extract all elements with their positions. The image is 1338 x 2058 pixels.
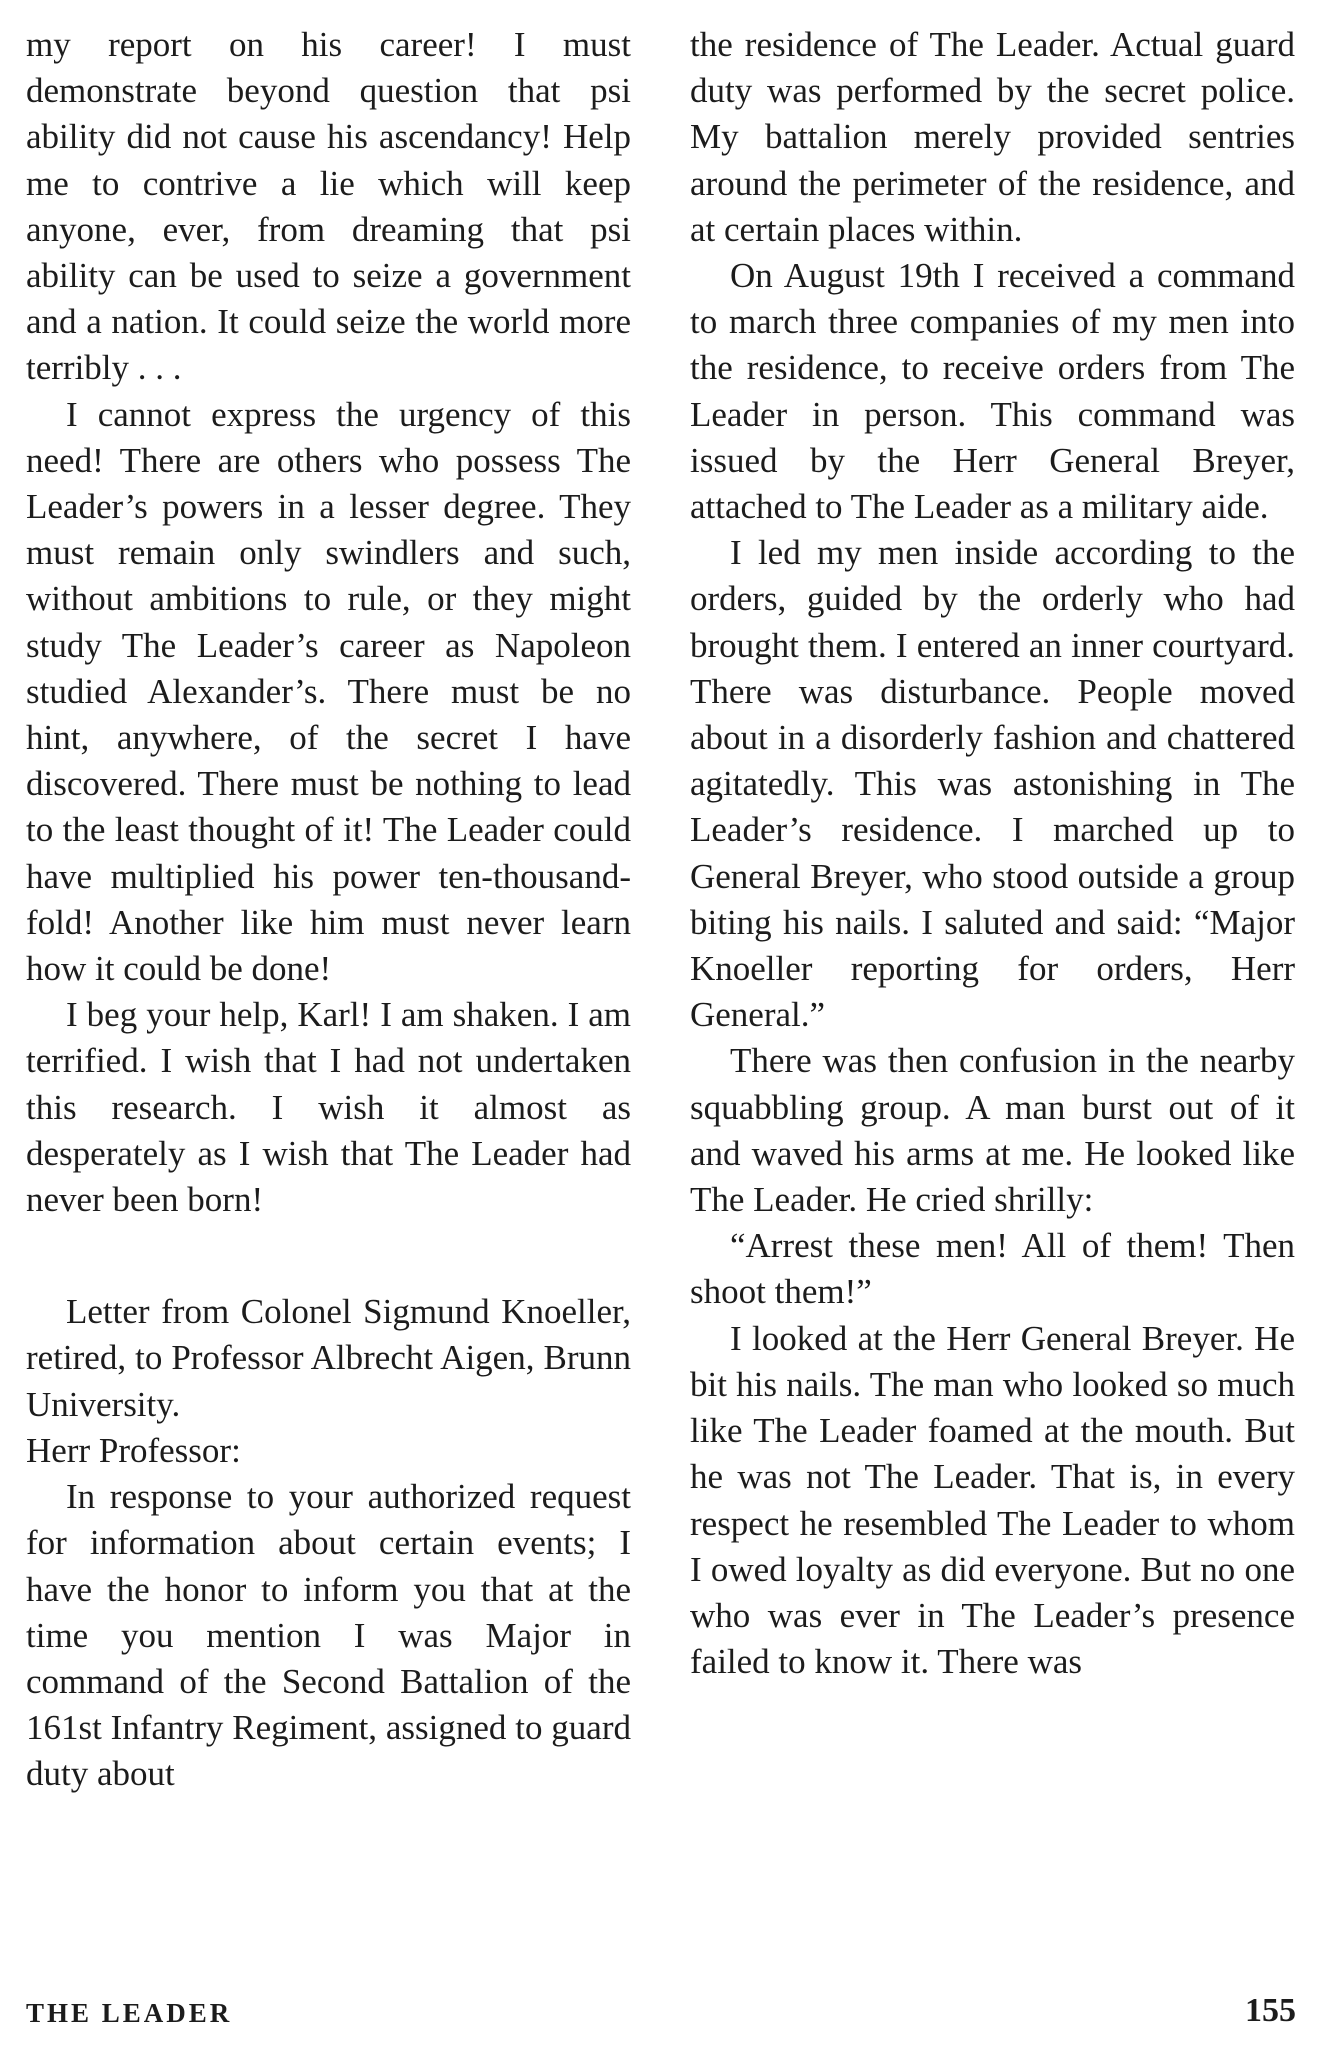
letter-salutation: Herr Professor: <box>26 1430 241 1470</box>
page-number: 155 <box>1245 1992 1296 2029</box>
paragraph: In response to your authorized request for information about certain events; I have the honor to inform you that at the time you mention I was Major in command of the Second Battalion of the 161st Infantry Regiment, assigned to guard duty about <box>26 1477 631 1794</box>
paragraph: On August 19th I received a command to march three companies of my men into the residence, to receive orders from The Leader in person. This command was issued by the Herr General Breyer, attached to The Leader as a military aide. <box>690 256 1295 527</box>
left-text-column <box>26 22 631 1798</box>
paragraph: I led my men inside according to the orders, guided by the orderly who had brought them. I entered an inner courtyard. There was disturbance. People moved about in a disorderly fashion and chattered agitatedly. This was astonishing in The Leader’s residence. I marched up to General Breyer, who stood outside a group biting his nails. I saluted and said: “Major Knoeller reporting for orders, Herr General.” <box>690 533 1295 1035</box>
section-break <box>26 1223 631 1289</box>
paragraph: “Arrest these men! All of them! Then shoot them!” <box>690 1226 1295 1312</box>
right-text-column <box>690 22 1295 1685</box>
paragraph: There was then confusion in the nearby squabbling group. A man burst out of it and waved his arms at me. He looked like The Leader. He cried shrilly: <box>690 1041 1295 1220</box>
paragraph: I looked at the Herr General Breyer. He bit his nails. The man who looked so much like The Leader foamed at the mouth. But he was not The Leader. That is, in every respect he resembled The Leader to whom I owed loyalty as did everyone. But no one who was ever in The Leader’s presence failed to know it. There was <box>690 1318 1295 1682</box>
running-title: THE LEADER <box>26 1998 233 2028</box>
paragraph: my report on his career! I must demonstrate beyond question that psi ability did not cause his ascendancy! Help me to contrive a lie which will keep anyone, ever, from dreaming that psi ability can be used to seize a government and a nation. It could seize the world more terribly . . . <box>26 25 631 388</box>
paragraph: the residence of The Leader. Actual guard duty was performed by the secret police. My battalion merely provided sentries around the perimeter of the residence, and at certain places within. <box>690 25 1295 249</box>
paragraph: I cannot express the urgency of this need! There are others who possess The Leader’s powers in a lesser degree. They must remain only swindlers and such, without ambitions to rule, or they might study The Leader’s career as Napoleon studied Alexander’s. There must be no hint, anywhere, of the secret I have discovered. There must be nothing to lead to the least thought of it! The Leader could have multiplied his power ten-thousand-fold! Another like him must never learn how it could be done! <box>26 394 631 989</box>
page-footer <box>26 1992 1296 2038</box>
paragraph: I beg your help, Karl! I am shaken. I am terrified. I wish that I had not undertaken this research. I wish it almost as desperately as I wish that The Leader had never been born! <box>26 995 631 1220</box>
letter-heading: Letter from Colonel Sigmund Knoeller, retired, to Professor Albrecht Aigen, Brunn University. <box>26 1292 631 1424</box>
